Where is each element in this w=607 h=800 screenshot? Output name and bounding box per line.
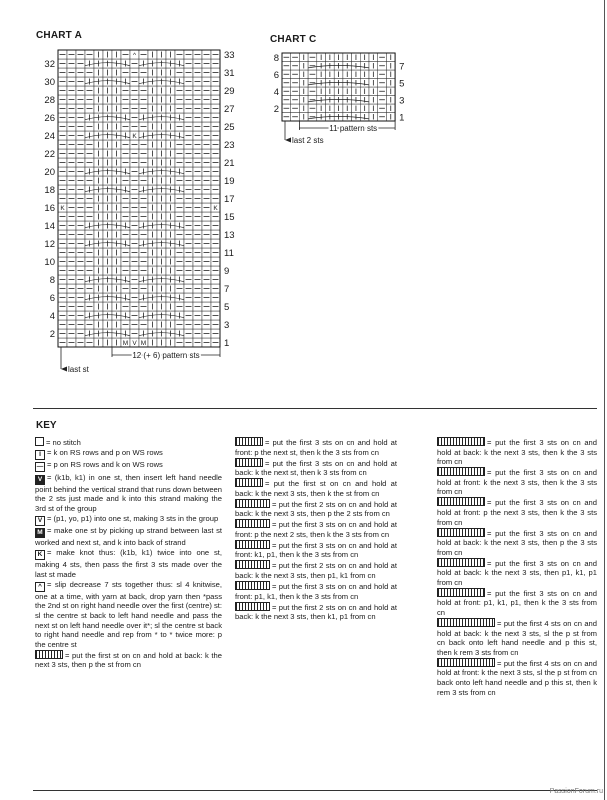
key-entry (437, 528, 597, 558)
key-text: = put the first 2 sts on cn and hold at back: k the next 3 sts, then k1, p1 from cn (235, 602, 397, 622)
row-label: 12 (44, 239, 55, 250)
key-text: = put the first 3 sts on cn and hold at front: p1, k1, then k the 3 sts from cn (235, 582, 397, 601)
watermark: PassionForum.ru (549, 788, 603, 795)
key-text: = no stitch (46, 438, 81, 447)
row-label: 1 (224, 338, 230, 349)
row-label: 18 (44, 185, 55, 196)
key-entry (35, 448, 222, 460)
page-edge (604, 0, 605, 800)
row-label: 31 (224, 68, 235, 79)
key-divider (33, 408, 597, 409)
cable-symbol-icon (235, 458, 263, 467)
key-entry (235, 602, 397, 622)
key-entry (35, 548, 222, 579)
cable-symbol-icon (437, 558, 485, 567)
key-text: = p on RS rows and k on WS rows (47, 460, 163, 470)
key-text: = put the first 3 sts on cn and hold at front: p the next 3 sts, then k the 3 sts from cn (437, 498, 597, 527)
row-label: 21 (224, 158, 235, 169)
key-entry (437, 467, 597, 497)
key-entry (437, 658, 597, 697)
key-entry (437, 497, 597, 527)
row-label: 2 (273, 104, 279, 115)
increase-v-outline-icon: V (35, 516, 45, 526)
key-text: = put the first 2 sts on cn and hold at back: k the next 3 sts, then p the 2 sts from cn (235, 499, 397, 519)
row-label: 5 (224, 302, 230, 313)
row-label: 33 (224, 50, 235, 61)
key-text: = (k1b, k1) in one st, then insert left hand needle point behind the vertical strand that runs down between the 2 sts just made and k into this strand making the 3rd st of the group (35, 472, 222, 513)
row-label: 4 (49, 311, 55, 322)
increase-v-filled-icon: V (35, 475, 45, 485)
cable-symbol-icon (235, 540, 270, 549)
row-label: 29 (224, 86, 235, 97)
row-label: 3 (399, 95, 405, 107)
key-entry (35, 460, 222, 472)
key-entry (235, 560, 397, 580)
row-label: 11 (224, 248, 234, 259)
row-label: 23 (224, 140, 235, 151)
row-label: 13 (224, 230, 235, 241)
row-label: 16 (44, 203, 55, 214)
cable-symbol-icon (437, 437, 485, 446)
chart-symbol: M (122, 340, 129, 347)
cable-symbol-icon (437, 618, 495, 627)
row-label: 1 (399, 112, 405, 124)
row-label: 8 (49, 275, 55, 286)
bottom-rule (33, 790, 597, 791)
cable-symbol-icon (437, 467, 485, 476)
cable-symbol-icon (235, 437, 263, 446)
cable-symbol-icon (437, 588, 485, 597)
row-label: 7 (399, 61, 405, 73)
key-text: = put the first 4 sts on cn and hold at front: k the next 3 sts, sl the p st from cn back onto left hand needle and p this st, then k rem 3 sts from cn (437, 658, 597, 697)
chart-a-title: CHART A (36, 30, 83, 41)
row-label: 6 (49, 293, 55, 304)
row-label: 17 (224, 194, 235, 205)
chart-symbol: V (132, 340, 137, 347)
row-label: 6 (273, 70, 279, 81)
key-column-2 (235, 437, 397, 622)
key-text: = put the first 3 sts on cn and hold at front: k the next 3 sts, then k the 3 sts from cn (437, 468, 597, 497)
pattern-repeat-label: 12 (+ 6) pattern sts (132, 351, 200, 360)
key-text: = make one st by picking up strand between last st worked and next st, and k into back of strand (35, 526, 222, 548)
row-label: 8 (273, 53, 279, 64)
chart-cells (282, 53, 395, 121)
row-label: 27 (224, 104, 235, 115)
row-label: 7 (224, 284, 230, 295)
chart-symbol: ^ (132, 52, 137, 59)
key-text: = put the first 3 sts on cn and hold at front: p the next st, then k the 3 sts from cn (235, 438, 397, 457)
chart-symbol: M (140, 340, 147, 347)
key-entry (437, 618, 597, 657)
cable-symbol-icon (235, 560, 270, 569)
chart-a-grid (30, 45, 260, 375)
key-entry (437, 437, 597, 467)
slip-decrease-icon: ^ (35, 582, 45, 592)
pattern-repeat-label: 11 pattern sts (329, 124, 378, 133)
chart-cells (58, 50, 220, 347)
key-entry (235, 499, 397, 519)
repeat-bracket (285, 121, 395, 145)
row-label: 10 (44, 257, 55, 268)
purl-symbol-icon: — (36, 463, 44, 471)
cable-symbol-icon (437, 497, 485, 506)
key-entry (235, 581, 397, 601)
make-one-icon: M (35, 528, 45, 538)
last-st-label: last st (68, 365, 89, 374)
key-text: = put the first 3 sts on cn and hold at back: k the next 3 sts, then k the 3 sts from cn (437, 438, 597, 467)
key-text: = put the first 3 sts on cn and hold at front: p1, k1, p1, then k the 3 sts from cn (437, 588, 597, 618)
no-stitch-symbol-icon (35, 437, 44, 446)
key-column-1 (35, 437, 222, 670)
key-column-3 (437, 437, 597, 698)
key-text: = put the first 3 sts on cn and hold at back: k the next 3 sts, then p1, k1, p1 from cn (437, 558, 597, 587)
key-text: = make knot thus: (k1b, k1) twice into one st, making 4 sts, then pass the first 3 sts made over the last st made (35, 548, 222, 579)
key-text: = put the first 3 sts on cn and hold at front: p the next 2 sts, then k the 3 sts from cn (235, 520, 397, 539)
chart-symbol: K (132, 133, 137, 140)
key-entry (235, 437, 397, 457)
key-text: = put the first 2 sts on cn and hold at back: k the next 3 sts, then p1, k1 from cn (235, 561, 397, 581)
key-entry (235, 478, 397, 498)
key-entry (437, 588, 597, 618)
key-text: = put the first 3 sts on cn and hold at back: k the next 3 sts, then p the 3 sts from cn (437, 528, 597, 557)
key-text: = put the first 3 sts on cn and hold at back: k the next st, then k 3 sts from cn (235, 458, 397, 478)
key-entry (437, 558, 597, 588)
row-label: 28 (44, 95, 55, 106)
row-label: 9 (224, 266, 230, 277)
row-label: 25 (224, 122, 235, 133)
row-label: 3 (224, 320, 230, 331)
last-sts-label: last 2 sts (292, 136, 324, 145)
chart-symbol: K (213, 205, 218, 212)
key-entry (35, 473, 222, 514)
knit-symbol-icon: I (35, 450, 45, 460)
cable-symbol-icon (35, 650, 63, 659)
knot-icon: K (35, 550, 45, 560)
key-entry (235, 458, 397, 478)
cable-symbol-icon (437, 658, 495, 667)
key-entry (35, 437, 222, 448)
key-entry (35, 580, 222, 650)
chart-c-grid (262, 48, 422, 158)
row-label: 14 (44, 221, 55, 232)
cable-symbol-icon (235, 478, 263, 487)
key-text: = (p1, yo, p1) into one st, making 3 sts in the group (47, 513, 219, 523)
key-text: = put the first 3 sts on cn and hold at front: k1, p1, then k the 3 sts from cn (235, 540, 397, 560)
key-text: = k on RS rows and p on WS rows (47, 447, 163, 457)
cable-symbol-icon (235, 519, 270, 528)
key-entry (35, 650, 222, 670)
key-title: KEY (36, 420, 57, 431)
row-label: 30 (44, 77, 55, 88)
key-text: = slip decrease 7 sts together thus: sl 4 knitwise, one at a time, with yarn at back, drop yarn then *pass the 2nd st on right hand needle over the first (centre) st: sl the centre st back to left hand needle and pass the next st on left hand needle over it*; sl the centre st back to right hand needle and rep from * to * twice more: p the centre st (35, 579, 222, 649)
row-label: 26 (44, 113, 55, 124)
row-label: 19 (224, 176, 235, 187)
chart-c-title: CHART C (270, 34, 317, 45)
row-label: 5 (399, 78, 405, 90)
key-text: = put the first 4 sts on cn and hold at back: k the next 3 sts, sl the p st from cn back onto left hand needle and p this st, then k rem 3 sts from cn (437, 619, 597, 657)
repeat-bracket (61, 347, 220, 374)
row-label: 15 (224, 212, 235, 223)
key-entry (235, 519, 397, 539)
key-entry (35, 514, 222, 526)
row-label: 4 (273, 87, 279, 98)
row-label: 24 (44, 131, 55, 142)
key-entry (235, 540, 397, 560)
chart-symbol: K (60, 205, 65, 212)
cable-symbol-icon (235, 581, 270, 590)
row-label: 20 (44, 167, 55, 178)
arrow-icon (61, 367, 67, 372)
row-label: 32 (44, 59, 55, 70)
arrow-icon (285, 138, 291, 143)
key-text: = put the first st on cn and hold at back: k the next 3 sts, then k the st from cn (235, 479, 397, 498)
cable-symbol-icon (235, 602, 270, 611)
cable-symbol-icon (235, 499, 270, 508)
row-label: 2 (49, 329, 55, 340)
key-text: = put the first st on cn and hold at back: k the next 3 sts, then p the st from cn (35, 650, 222, 670)
cable-symbol-icon (437, 528, 485, 537)
key-entry (35, 526, 222, 548)
row-label: 22 (44, 149, 55, 160)
